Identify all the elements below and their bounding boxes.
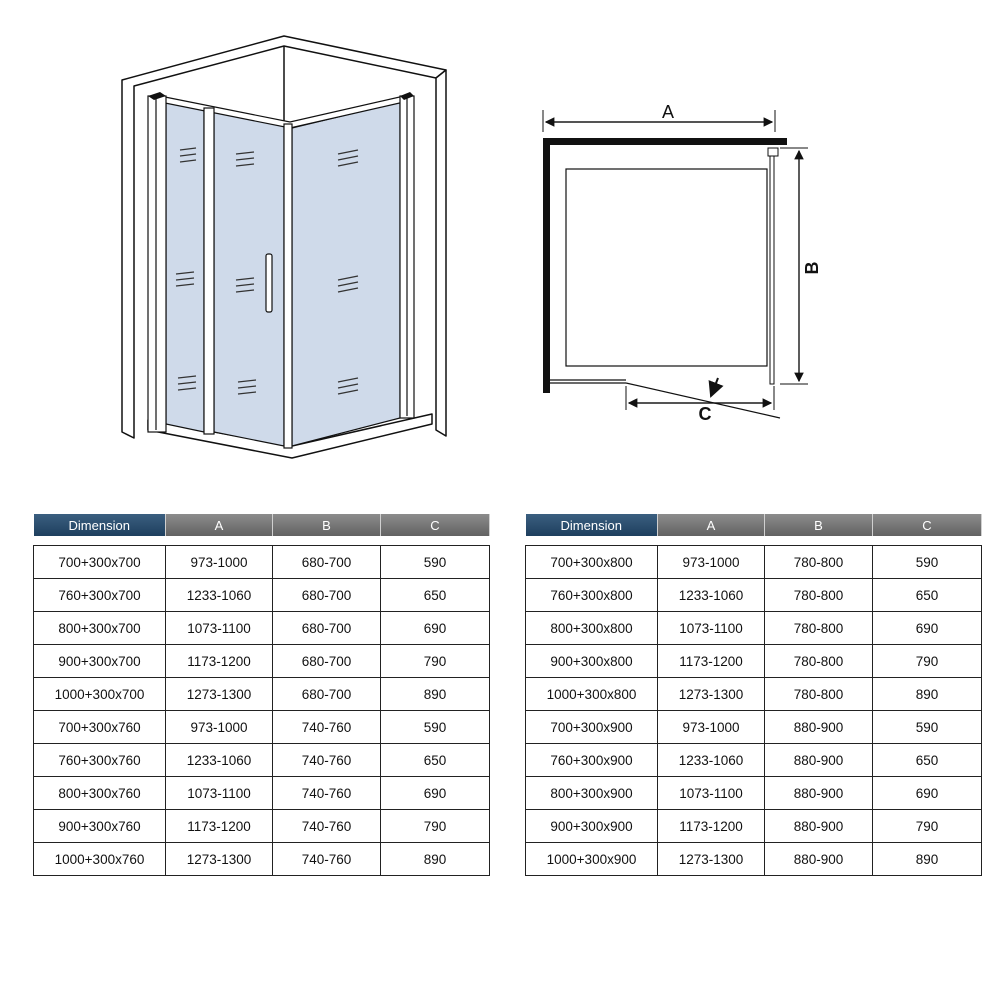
dimension-table-left [33, 514, 490, 876]
table-cell: 790 [381, 810, 490, 843]
table-cell: 780-800 [765, 645, 873, 678]
table-cell: 700+300x800 [526, 546, 658, 579]
table-row [34, 744, 490, 777]
table-row [34, 843, 490, 876]
table-cell: 1000+300x900 [526, 843, 658, 876]
back-wall [543, 138, 787, 145]
table-cell: 790 [381, 645, 490, 678]
table-row [34, 546, 490, 579]
table-cell: 650 [873, 579, 982, 612]
table-cell: 1000+300x700 [34, 678, 166, 711]
table-cell: 1273-1300 [658, 843, 765, 876]
table-cell: 973-1000 [166, 546, 273, 579]
table-cell: 900+300x900 [526, 810, 658, 843]
table-cell: 973-1000 [658, 711, 765, 744]
table-cell: 740-760 [273, 810, 381, 843]
table-cell: 790 [873, 810, 982, 843]
shower-enclosure-illustration [110, 30, 460, 470]
table-cell: 890 [873, 843, 982, 876]
door-hinge-profile [204, 108, 214, 434]
table-cell: 690 [873, 612, 982, 645]
table-cell: 1073-1100 [658, 777, 765, 810]
table-cell: 890 [873, 678, 982, 711]
table-cell: 790 [873, 645, 982, 678]
table-row [34, 579, 490, 612]
dimension-a-label: A [661, 102, 675, 122]
table-cell: 900+300x760 [34, 810, 166, 843]
table-cell: 680-700 [273, 645, 381, 678]
table-cell: 740-760 [273, 777, 381, 810]
table-cell: 1233-1060 [658, 744, 765, 777]
table-cell: 1273-1300 [658, 678, 765, 711]
table-cell: 650 [381, 744, 490, 777]
column-header: B [273, 514, 381, 536]
column-header: C [381, 514, 490, 536]
table-cell: 680-700 [273, 579, 381, 612]
table-row [34, 612, 490, 645]
dimension-table-right [525, 514, 982, 876]
column-header: A [166, 514, 273, 536]
table-cell: 800+300x800 [526, 612, 658, 645]
tray-outline [566, 169, 767, 366]
plan-view-diagram [530, 95, 830, 435]
column-header: B [765, 514, 873, 536]
table-row [526, 843, 982, 876]
table-cell: 690 [381, 612, 490, 645]
table-cell: 700+300x700 [34, 546, 166, 579]
table-cell: 880-900 [765, 843, 873, 876]
table-row [526, 546, 982, 579]
table-cell: 590 [873, 546, 982, 579]
table-cell: 900+300x800 [526, 645, 658, 678]
table-cell: 800+300x700 [34, 612, 166, 645]
table-cell: 760+300x700 [34, 579, 166, 612]
table-cell: 740-760 [273, 711, 381, 744]
table-cell: 1173-1200 [166, 810, 273, 843]
table-cell: 973-1000 [166, 711, 273, 744]
table-cell: 590 [873, 711, 982, 744]
table-cell: 680-700 [273, 546, 381, 579]
corner-post [284, 124, 292, 448]
table-row [526, 579, 982, 612]
table-row [34, 777, 490, 810]
table-cell: 1073-1100 [166, 612, 273, 645]
table-cell: 760+300x760 [34, 744, 166, 777]
table-row [526, 744, 982, 777]
wall-profile-left [148, 96, 166, 432]
table-cell: 1273-1300 [166, 678, 273, 711]
table-cell: 900+300x700 [34, 645, 166, 678]
table-cell: 880-900 [765, 711, 873, 744]
table-cell: 890 [381, 843, 490, 876]
side-wall [543, 138, 550, 393]
table-row [526, 645, 982, 678]
table-cell: 680-700 [273, 612, 381, 645]
table-row [526, 678, 982, 711]
table-cell: 1000+300x800 [526, 678, 658, 711]
table-cell: 1173-1200 [166, 645, 273, 678]
table-cell: 1273-1300 [166, 843, 273, 876]
table-cell: 880-900 [765, 744, 873, 777]
table-cell: 650 [381, 579, 490, 612]
dimension-c-label: C [698, 404, 712, 424]
dimension-b-label: B [802, 261, 822, 275]
table-cell: 760+300x900 [526, 744, 658, 777]
table-row [526, 777, 982, 810]
table-cell: 1173-1200 [658, 645, 765, 678]
table-cell: 690 [381, 777, 490, 810]
table-cell: 1073-1100 [658, 612, 765, 645]
table-cell: 973-1000 [658, 546, 765, 579]
table-cell: 780-800 [765, 579, 873, 612]
table-cell: 1233-1060 [166, 579, 273, 612]
table-cell: 590 [381, 546, 490, 579]
door-open-arrow [711, 378, 718, 396]
table-row [526, 711, 982, 744]
table-cell: 880-900 [765, 777, 873, 810]
table-cell: 780-800 [765, 612, 873, 645]
table-cell: 1233-1060 [166, 744, 273, 777]
table-cell: 760+300x800 [526, 579, 658, 612]
table-cell: 780-800 [765, 678, 873, 711]
table-cell: 890 [381, 678, 490, 711]
table-row [34, 810, 490, 843]
column-header: Dimension [34, 514, 166, 536]
table-cell: 690 [873, 777, 982, 810]
table-cell: 1173-1200 [658, 810, 765, 843]
table-header-row [526, 514, 982, 536]
table-row [526, 612, 982, 645]
table-cell: 590 [381, 711, 490, 744]
table-cell: 740-760 [273, 843, 381, 876]
table-row [34, 678, 490, 711]
table-cell: 880-900 [765, 810, 873, 843]
table-cell: 680-700 [273, 678, 381, 711]
table-cell: 700+300x900 [526, 711, 658, 744]
side-glass-panel [292, 102, 400, 446]
column-header: Dimension [526, 514, 658, 536]
table-cell: 700+300x760 [34, 711, 166, 744]
table-header-row [34, 514, 490, 536]
table-cell: 1000+300x760 [34, 843, 166, 876]
door-handle [266, 254, 272, 312]
table-cell: 1073-1100 [166, 777, 273, 810]
table-cell: 1233-1060 [658, 579, 765, 612]
table-cell: 650 [873, 744, 982, 777]
table-cell: 780-800 [765, 546, 873, 579]
table-row [34, 711, 490, 744]
table-cell: 800+300x900 [526, 777, 658, 810]
table-row [34, 645, 490, 678]
column-header: C [873, 514, 982, 536]
table-cell: 800+300x760 [34, 777, 166, 810]
column-header: A [658, 514, 765, 536]
table-cell: 740-760 [273, 744, 381, 777]
table-row [526, 810, 982, 843]
